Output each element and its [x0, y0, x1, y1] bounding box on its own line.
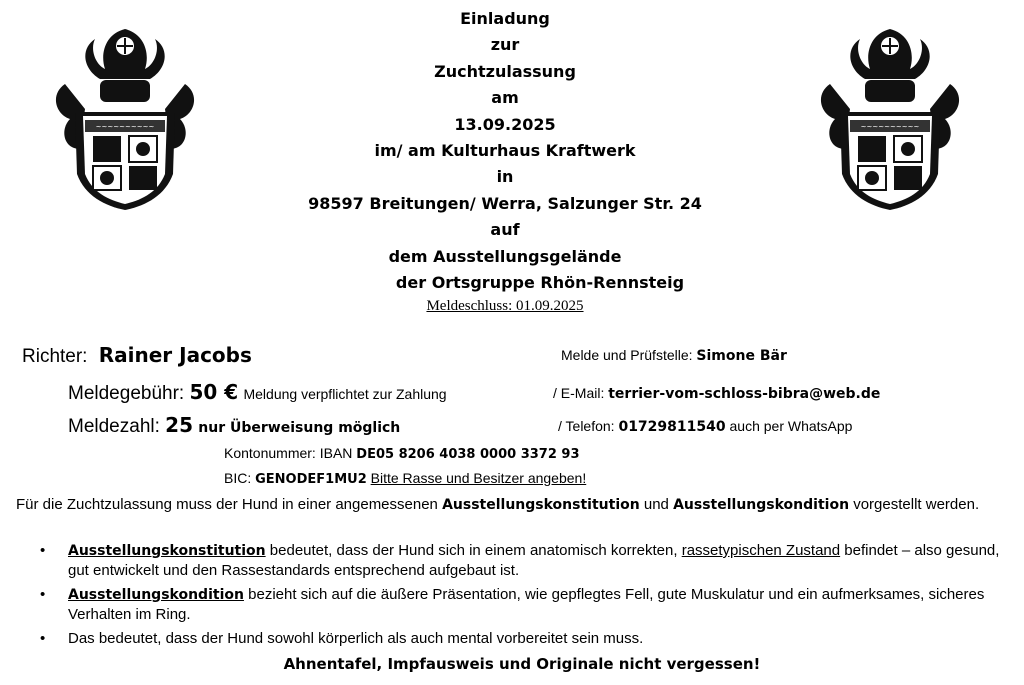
heading-line: zur [490, 35, 520, 55]
event-date: 13.09.2025 [454, 114, 556, 134]
bullet-dot: • [40, 586, 46, 603]
heading-line: Zuchtzulassung [434, 61, 576, 81]
iban-label: Kontonummer: IBAN [224, 445, 353, 461]
bullet-dot: • [40, 542, 46, 559]
judge-row [22, 343, 252, 368]
count-amount: 25 [165, 413, 194, 437]
heading-line: am [491, 88, 519, 108]
phone-note: auch per WhatsApp [729, 418, 853, 434]
intro-text: vorgestellt werden. [853, 496, 980, 513]
email-value: terrier-vom-schloss-bibra@web.de [608, 386, 881, 402]
intro-term-konstitution: Ausstellungskonstitution [442, 497, 640, 513]
heading-line: im/ am Kulturhaus Kraftwerk [374, 141, 636, 161]
fee-row [68, 380, 447, 405]
bullet-dot: • [40, 630, 46, 647]
fee-label: Meldegebühr: [68, 383, 185, 404]
heading-line: auf [490, 220, 520, 240]
heading-line: Einladung [460, 9, 550, 28]
coat-of-arms-left-icon [45, 24, 205, 214]
phone-label: / Telefon: [558, 418, 615, 434]
bic-row [224, 470, 586, 487]
bullet-text: bezieht sich auf die äußere Präsentation, wie gepflegtes Fell, gute Muskulatur und ein aufmerksames, sicheres Verhalten im Ring. [68, 586, 985, 623]
heading-line: dem Ausstellungsgelände [388, 246, 622, 266]
phone-row [558, 418, 852, 435]
email-label: / E-Mail: [553, 385, 605, 401]
phone-value: 01729811540 [618, 419, 726, 435]
intro-term-kondition: Ausstellungskondition [673, 497, 850, 513]
iban-value: DE05 8206 4038 0000 3372 93 [356, 447, 580, 462]
iban-row [224, 445, 580, 462]
bullet-text: Das bedeutet, dass der Hund sowohl körperlich als auch mental vorbereitet sein muss. [68, 630, 644, 647]
office-row [561, 347, 787, 364]
bic-value: GENODEF1MU2 [255, 472, 367, 487]
event-address: 98597 Breitungen/ Werra, Salzunger Str. 24 [308, 193, 702, 213]
judge-name: Rainer Jacobs [98, 343, 252, 367]
bullet-text: bedeutet, dass der Hund sich in einem anatomisch korrekten, [269, 542, 678, 559]
count-row [68, 413, 400, 438]
bullet-underlined-text: rassetypischen Zustand [681, 542, 841, 559]
count-label: Meldezahl: [68, 416, 160, 437]
coat-of-arms-right-icon [810, 24, 970, 214]
svg-text:~~~~~~~~~~: ~~~~~~~~~~ [95, 123, 155, 131]
registration-deadline: Meldeschluss: 01.09.2025 [426, 298, 584, 315]
svg-text:~~~~~~~~~~: ~~~~~~~~~~ [860, 123, 920, 131]
invitation-heading [250, 6, 760, 316]
closing-reminder: Ahnentafel, Impfausweis und Originale nicht vergessen! [283, 655, 761, 673]
count-note: nur Überweisung möglich [198, 420, 401, 436]
email-row [553, 385, 880, 402]
bic-label: BIC: [224, 470, 252, 486]
intro-text: und [643, 496, 669, 513]
fee-note: Meldung verpflichtet zur Zahlung [243, 386, 447, 402]
bullet-term: Ausstellungskonstitution [68, 543, 266, 559]
judge-label: Richter: [22, 346, 88, 367]
intro-text: Für die Zuchtzulassung muss der Hund in einer angemessenen [16, 496, 438, 513]
bank-note: Bitte Rasse und Besitzer angeben! [370, 470, 587, 486]
bullet-term: Ausstellungskondition [68, 587, 244, 603]
office-label: Melde und Prüfstelle: [561, 347, 693, 363]
office-name: Simone Bär [696, 348, 787, 364]
intro-paragraph [16, 495, 1006, 515]
bullet-text: befindet – also gesund, gut entwickelt und den Rassestandards entsprechend aufgebaut ist. [68, 542, 1000, 579]
heading-line: in [496, 167, 514, 187]
heading-line: der Ortsgruppe Rhön-Rennsteig [395, 273, 685, 293]
fee-amount: 50 € [189, 380, 239, 404]
